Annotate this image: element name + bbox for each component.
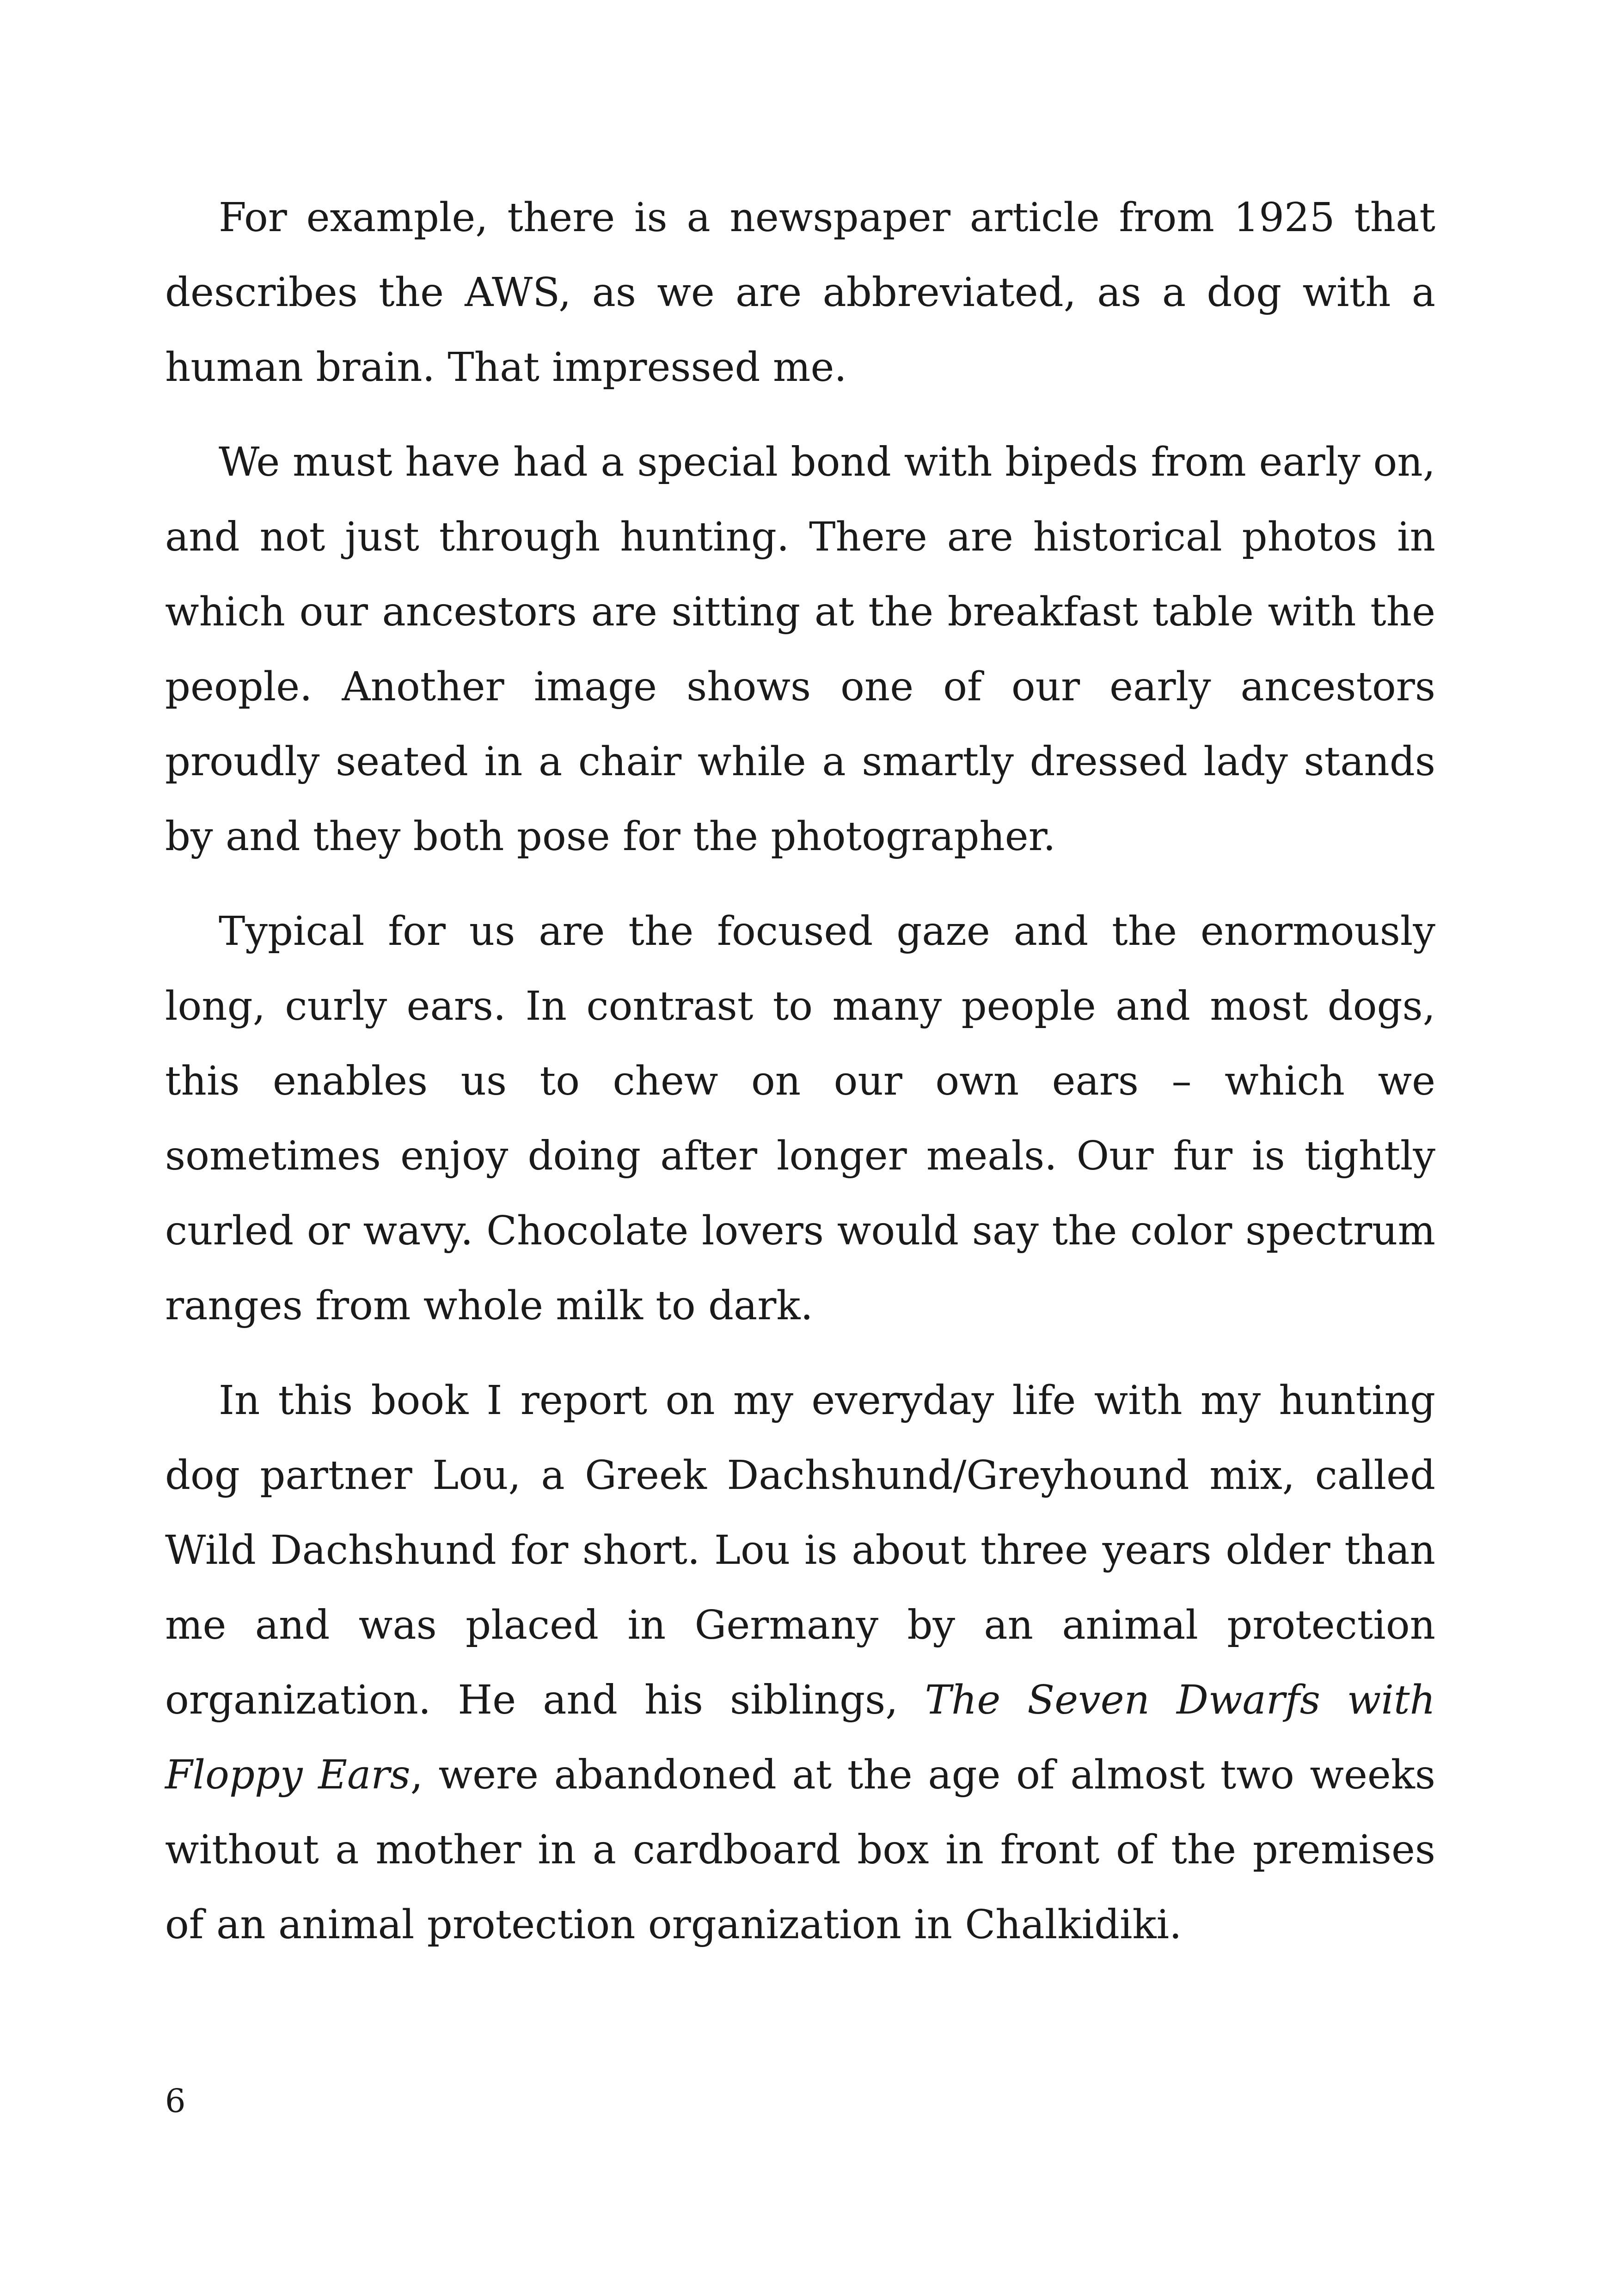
paragraph-2: We must have had a special bond with bipeds from early on, and not just through hunting. There are historical photos in which our ancestors are sitting at the breakfast table with the people. Another image shows one of our early ancestors proudly seated in a chair while a smartly dressed lady stands by and they both pose for the photographer. bbox=[165, 439, 1435, 860]
body-text bbox=[165, 180, 1435, 1982]
paragraph-3: Typical for us are the focused gaze and the enormously long, curly ears. In contrast to many people and most dogs, this enables us to chew on our own ears – which we sometimes enjoy doing after longer meals. Our fur is tightly curled or wavy. Chocolate lovers would say the color spectrum ranges from whole milk to dark. bbox=[165, 908, 1435, 1329]
page-number: 6 bbox=[165, 2082, 186, 2120]
book-title-italic: The Seven Dwarfs with Floppy Ears bbox=[165, 1677, 1435, 1798]
paragraph-4 bbox=[165, 1363, 1435, 1962]
paragraph-1: For example, there is a newspaper article from 1925 that describes the AWS, as we are abbreviated, as a dog with a human brain. That impressed me. bbox=[165, 195, 1435, 391]
paragraph-4-text-after-title: , were abandoned at the age of almost two weeks without a mother in a cardboard box in front of the premises of an animal protection organization in Chalkidiki. bbox=[165, 1752, 1435, 1948]
paragraph-4-text-before-title: In this book I report on my everyday life with my hunting dog partner Lou, a Greek Dachshund/Greyhound mix, called Wild Dachshund for short. Lou is about three years older than me and was placed in Germany by an animal protection organization. He and his siblings, bbox=[165, 1378, 1435, 1723]
